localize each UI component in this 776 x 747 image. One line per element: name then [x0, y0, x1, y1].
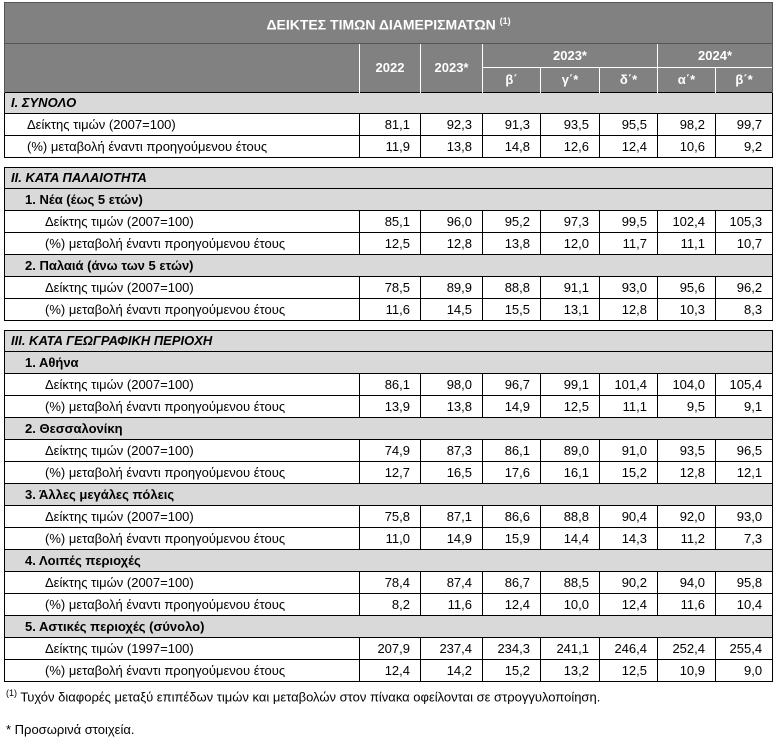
value-cell: 10,0	[541, 594, 600, 616]
table-row	[5, 462, 773, 484]
table-row	[5, 572, 773, 594]
subgroup-title: 2. Θεσσαλονίκη	[5, 418, 773, 440]
row-label: (%) μεταβολή έναντι προηγούμενου έτους	[5, 136, 360, 158]
value-cell: 11,9	[360, 136, 421, 158]
table-row	[5, 440, 773, 462]
value-cell: 234,3	[483, 638, 541, 660]
value-cell: 93,0	[716, 506, 773, 528]
value-cell: 11,6	[421, 594, 483, 616]
value-cell: 96,7	[483, 374, 541, 396]
value-cell: 16,1	[541, 462, 600, 484]
value-cell: 10,6	[658, 136, 716, 158]
value-cell: 12,8	[658, 462, 716, 484]
table-row	[5, 299, 773, 321]
value-cell: 89,9	[421, 277, 483, 299]
table-title-row	[5, 3, 773, 44]
value-cell: 17,6	[483, 462, 541, 484]
table-row	[5, 211, 773, 233]
row-label: Δείκτης τιμών (1997=100)	[5, 638, 360, 660]
value-cell: 12,5	[360, 233, 421, 255]
header-q1-2024: α΄*	[658, 68, 716, 93]
header-group-2023: 2023*	[483, 44, 658, 68]
value-cell: 75,8	[360, 506, 421, 528]
value-cell: 99,7	[716, 114, 773, 136]
value-cell: 86,1	[483, 440, 541, 462]
subgroup-header-row	[5, 484, 773, 506]
header-2022: 2022	[360, 44, 421, 93]
value-cell: 11,7	[600, 233, 658, 255]
value-cell: 104,0	[658, 374, 716, 396]
row-label: (%) μεταβολή έναντι προηγούμενου έτους	[5, 528, 360, 550]
value-cell: 89,0	[541, 440, 600, 462]
table-row	[5, 396, 773, 418]
row-label: Δείκτης τιμών (2007=100)	[5, 506, 360, 528]
value-cell: 14,9	[421, 528, 483, 550]
table-row	[5, 233, 773, 255]
table-body	[5, 93, 773, 682]
value-cell: 13,1	[541, 299, 600, 321]
value-cell: 10,3	[658, 299, 716, 321]
table-row	[5, 277, 773, 299]
subgroup-header-row	[5, 255, 773, 277]
row-label: (%) μεταβολή έναντι προηγούμενου έτους	[5, 594, 360, 616]
value-cell: 11,6	[360, 299, 421, 321]
header-group-2024: 2024*	[658, 44, 773, 68]
footnote-rounding	[6, 688, 600, 704]
value-cell: 9,2	[716, 136, 773, 158]
subgroup-title: 4. Λοιπές περιοχές	[5, 550, 773, 572]
value-cell: 11,6	[658, 594, 716, 616]
value-cell: 91,1	[541, 277, 600, 299]
title-footnote-mark: (1)	[499, 16, 511, 27]
row-label: (%) μεταβολή έναντι προηγούμενου έτους	[5, 462, 360, 484]
value-cell: 13,2	[541, 660, 600, 682]
header-row-groups	[5, 44, 773, 68]
value-cell: 14,5	[421, 299, 483, 321]
value-cell: 74,9	[360, 440, 421, 462]
value-cell: 14,2	[421, 660, 483, 682]
value-cell: 95,6	[658, 277, 716, 299]
value-cell: 7,3	[716, 528, 773, 550]
value-cell: 15,5	[483, 299, 541, 321]
footnote-provisional: * Προσωρινά στοιχεία.	[6, 722, 135, 737]
value-cell: 87,1	[421, 506, 483, 528]
table-title-text: ΔΕΙΚΤΕΣ ΤΙΜΩΝ ΔΙΑΜΕΡΙΣΜΑΤΩΝ	[266, 16, 496, 33]
value-cell: 16,5	[421, 462, 483, 484]
value-cell: 95,8	[716, 572, 773, 594]
value-cell: 99,5	[600, 211, 658, 233]
value-cell: 86,6	[483, 506, 541, 528]
value-cell: 92,0	[658, 506, 716, 528]
value-cell: 13,8	[421, 136, 483, 158]
row-label: (%) μεταβολή έναντι προηγούμενου έτους	[5, 299, 360, 321]
value-cell: 92,3	[421, 114, 483, 136]
value-cell: 10,9	[658, 660, 716, 682]
row-label: Δείκτης τιμών (2007=100)	[5, 440, 360, 462]
table-row	[5, 374, 773, 396]
header-q4-2023: δ΄*	[600, 68, 658, 93]
value-cell: 98,0	[421, 374, 483, 396]
value-cell: 10,7	[716, 233, 773, 255]
value-cell: 11,0	[360, 528, 421, 550]
value-cell: 93,5	[541, 114, 600, 136]
value-cell: 207,9	[360, 638, 421, 660]
value-cell: 10,4	[716, 594, 773, 616]
value-cell: 12,4	[600, 594, 658, 616]
value-cell: 14,3	[600, 528, 658, 550]
gap-cell	[5, 158, 773, 168]
row-label: Δείκτης τιμών (2007=100)	[5, 114, 360, 136]
value-cell: 81,1	[360, 114, 421, 136]
subgroup-title: 2. Παλαιά (άνω των 5 ετών)	[5, 255, 773, 277]
value-cell: 13,9	[360, 396, 421, 418]
value-cell: 12,4	[360, 660, 421, 682]
section-gap	[5, 158, 773, 168]
value-cell: 88,8	[483, 277, 541, 299]
value-cell: 12,4	[600, 136, 658, 158]
value-cell: 237,4	[421, 638, 483, 660]
value-cell: 87,3	[421, 440, 483, 462]
subgroup-header-row	[5, 352, 773, 374]
value-cell: 78,4	[360, 572, 421, 594]
value-cell: 11,1	[600, 396, 658, 418]
value-cell: 255,4	[716, 638, 773, 660]
subgroup-header-row	[5, 550, 773, 572]
section-title: I. ΣΥΝΟΛΟ	[5, 93, 773, 114]
value-cell: 105,3	[716, 211, 773, 233]
table-row	[5, 638, 773, 660]
subgroup-title: 1. Αθήνα	[5, 352, 773, 374]
value-cell: 95,5	[600, 114, 658, 136]
table-row	[5, 114, 773, 136]
value-cell: 102,4	[658, 211, 716, 233]
header-q3-2023: γ΄*	[541, 68, 600, 93]
value-cell: 91,0	[600, 440, 658, 462]
value-cell: 9,1	[716, 396, 773, 418]
subgroup-header-row	[5, 418, 773, 440]
section-header-row	[5, 93, 773, 114]
value-cell: 14,4	[541, 528, 600, 550]
value-cell: 241,1	[541, 638, 600, 660]
value-cell: 13,8	[483, 233, 541, 255]
value-cell: 15,2	[483, 660, 541, 682]
value-cell: 101,4	[600, 374, 658, 396]
subgroup-header-row	[5, 616, 773, 638]
value-cell: 12,5	[541, 396, 600, 418]
price-index-table-container	[4, 2, 772, 682]
value-cell: 12,8	[421, 233, 483, 255]
footnote-rounding-text: Τυχόν διαφορές μεταξύ επιπέδων τιμών και μεταβολών στον πίνακα οφείλονται σε στρογγυλοποίηση.	[20, 689, 601, 705]
header-2023-annual: 2023*	[421, 44, 483, 93]
value-cell: 93,0	[600, 277, 658, 299]
table-row	[5, 660, 773, 682]
section-gap	[5, 321, 773, 331]
value-cell: 90,4	[600, 506, 658, 528]
row-label: Δείκτης τιμών (2007=100)	[5, 277, 360, 299]
footnote-mark: (1)	[6, 688, 17, 698]
subgroup-title: 5. Αστικές περιοχές (σύνολο)	[5, 616, 773, 638]
subgroup-header-row	[5, 189, 773, 211]
header-q2-2023: β΄	[483, 68, 541, 93]
gap-cell	[5, 321, 773, 331]
table-row	[5, 594, 773, 616]
header-q2-2024: β΄*	[716, 68, 773, 93]
value-cell: 15,2	[600, 462, 658, 484]
row-label: (%) μεταβολή έναντι προηγούμενου έτους	[5, 396, 360, 418]
value-cell: 94,0	[658, 572, 716, 594]
value-cell: 105,4	[716, 374, 773, 396]
value-cell: 12,8	[600, 299, 658, 321]
value-cell: 87,4	[421, 572, 483, 594]
value-cell: 86,7	[483, 572, 541, 594]
section-header-row	[5, 331, 773, 352]
value-cell: 98,2	[658, 114, 716, 136]
section-title: II. ΚΑΤΑ ΠΑΛΑΙΟΤΗΤΑ	[5, 168, 773, 189]
value-cell: 15,9	[483, 528, 541, 550]
value-cell: 14,9	[483, 396, 541, 418]
value-cell: 12,4	[483, 594, 541, 616]
value-cell: 252,4	[658, 638, 716, 660]
value-cell: 9,0	[716, 660, 773, 682]
value-cell: 12,0	[541, 233, 600, 255]
table-row	[5, 506, 773, 528]
value-cell: 90,2	[600, 572, 658, 594]
value-cell: 96,5	[716, 440, 773, 462]
value-cell: 91,3	[483, 114, 541, 136]
value-cell: 11,2	[658, 528, 716, 550]
row-label: Δείκτης τιμών (2007=100)	[5, 374, 360, 396]
table-row	[5, 528, 773, 550]
value-cell: 88,5	[541, 572, 600, 594]
value-cell: 8,3	[716, 299, 773, 321]
row-label: Δείκτης τιμών (2007=100)	[5, 211, 360, 233]
value-cell: 12,5	[600, 660, 658, 682]
value-cell: 85,1	[360, 211, 421, 233]
table-row	[5, 136, 773, 158]
subgroup-title: 3. Άλλες μεγάλες πόλεις	[5, 484, 773, 506]
value-cell: 93,5	[658, 440, 716, 462]
header-label-cell	[5, 44, 360, 93]
table-title	[5, 3, 773, 44]
value-cell: 97,3	[541, 211, 600, 233]
value-cell: 11,1	[658, 233, 716, 255]
value-cell: 78,5	[360, 277, 421, 299]
subgroup-title: 1. Νέα (έως 5 ετών)	[5, 189, 773, 211]
value-cell: 95,2	[483, 211, 541, 233]
row-label: Δείκτης τιμών (2007=100)	[5, 572, 360, 594]
value-cell: 96,2	[716, 277, 773, 299]
value-cell: 99,1	[541, 374, 600, 396]
value-cell: 96,0	[421, 211, 483, 233]
row-label: (%) μεταβολή έναντι προηγούμενου έτους	[5, 660, 360, 682]
section-title: III. ΚΑΤΑ ΓΕΩΓΡΑΦΙΚΗ ΠΕΡΙΟΧΗ	[5, 331, 773, 352]
value-cell: 86,1	[360, 374, 421, 396]
section-header-row	[5, 168, 773, 189]
value-cell: 88,8	[541, 506, 600, 528]
value-cell: 14,8	[483, 136, 541, 158]
apartment-price-index-table	[4, 2, 773, 682]
value-cell: 9,5	[658, 396, 716, 418]
value-cell: 12,6	[541, 136, 600, 158]
value-cell: 12,7	[360, 462, 421, 484]
value-cell: 13,8	[421, 396, 483, 418]
value-cell: 246,4	[600, 638, 658, 660]
value-cell: 12,1	[716, 462, 773, 484]
value-cell: 8,2	[360, 594, 421, 616]
row-label: (%) μεταβολή έναντι προηγούμενου έτους	[5, 233, 360, 255]
